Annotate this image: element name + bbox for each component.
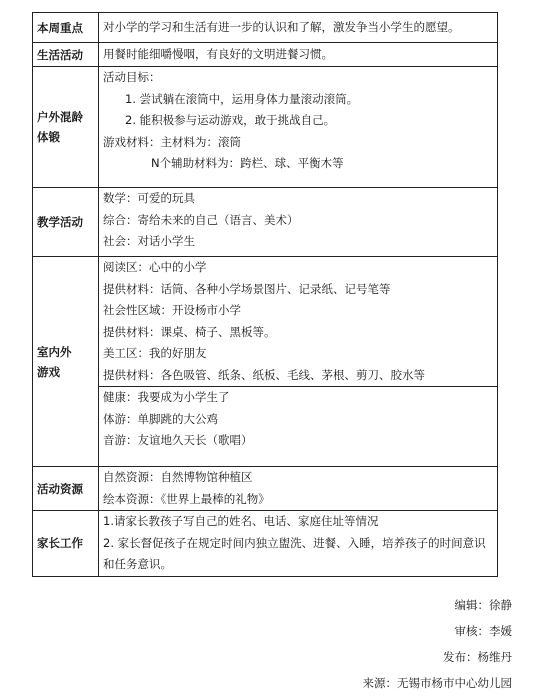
content-teaching [99,188,498,257]
row-outdoor [33,67,498,188]
row-indoor [33,257,498,467]
indoor-line-9: 音游：友谊地久天长（歌唱） [103,433,253,447]
label-resources: 活动资源 [33,467,99,511]
resources-line-1: 自然资源：自然博物馆种植区 [103,470,253,484]
parents-line-2: 2. 家长督促孩子在规定时间内独立盥洗、进餐、入睡，培养孩子的时间意识和任务意识。 [103,535,486,571]
indoor-line-4: 提供材料：课桌、椅子、黑板等。 [103,324,276,339]
label-teaching: 教学活动 [33,188,99,257]
label-life: 生活活动 [33,43,99,67]
label-parents: 家长工作 [33,511,99,577]
focus-text: 对小学的学习和生活有进一步的认识和了解，激发争当小学生的愿望。 [103,19,460,34]
indoor-line-2: 提供材料：话筒、各种小学场景图片、记录纸、记号笔等 [103,281,391,296]
resources-line-2: 绘本资源：《世界上最棒的礼物》 [103,491,270,506]
row-resources [33,467,498,511]
row-life [33,43,498,67]
weekly-plan-table [32,12,498,577]
indoor-line-1: 阅读区：心中的小学 [103,260,207,274]
teaching-line-2: 综合：寄给未来的自己（语言、美术） [103,212,299,227]
indoor-line-3: 社会性区域：开设杨市小学 [103,303,241,317]
content-indoor [99,257,498,467]
row-parents [33,511,498,577]
outdoor-goal-title: 活动目标： [103,70,161,84]
content-resources [99,467,498,511]
label-outdoor-1: 户外混龄 [37,110,83,124]
credit-source: 来源：无锡市杨市中心幼儿园 [362,676,512,690]
indoor-sub-block [99,386,497,452]
outdoor-material-aux: N个辅助材料为：跨栏、球、平衡木等 [151,156,344,170]
label-outdoor [33,67,99,188]
label-focus: 本周重点 [33,13,99,43]
outdoor-goal-1: 1. 尝试躺在滚筒中，运用身体力量滚动滚筒。 [125,91,359,106]
parents-line-1: 1.请家长教孩子写自己的姓名、电话、家庭住址等情况 [103,514,379,528]
label-indoor [33,257,99,467]
credit-editor: 编辑：徐静 [454,598,512,612]
indoor-line-5: 美工区：我的好朋友 [103,346,207,360]
label-indoor-1: 室内外 [37,344,72,359]
outdoor-material-main: 游戏材料：主材料为：滚筒 [103,134,241,149]
teaching-line-1: 数学：可爱的玩具 [103,191,195,205]
indoor-line-6: 提供材料：各色吸管、纸条、纸板、毛线、茅根、剪刀、胶水等 [103,367,425,382]
content-parents [99,511,498,577]
credits-block [363,592,513,696]
content-outdoor [99,67,498,188]
outdoor-goal-2: 2. 能积极参与运动游戏，敢于挑战自己。 [125,113,336,127]
credit-reviewer: 审核：李媛 [454,624,512,638]
credit-publisher: 发布：杨维丹 [443,650,512,664]
indoor-line-8: 体游：单脚跳的大公鸡 [103,411,218,426]
row-teaching [33,188,498,257]
teaching-line-3: 社会：对话小学生 [103,234,195,248]
content-focus [99,13,498,43]
life-text: 用餐时能细嚼慢咽，有良好的文明进餐习惯。 [103,46,333,61]
row-focus [33,13,498,43]
content-life [99,43,498,67]
indoor-line-7: 健康：我要成为小学生了 [103,390,230,404]
label-outdoor-2: 体锻 [37,130,60,144]
label-indoor-2: 游戏 [37,364,60,379]
